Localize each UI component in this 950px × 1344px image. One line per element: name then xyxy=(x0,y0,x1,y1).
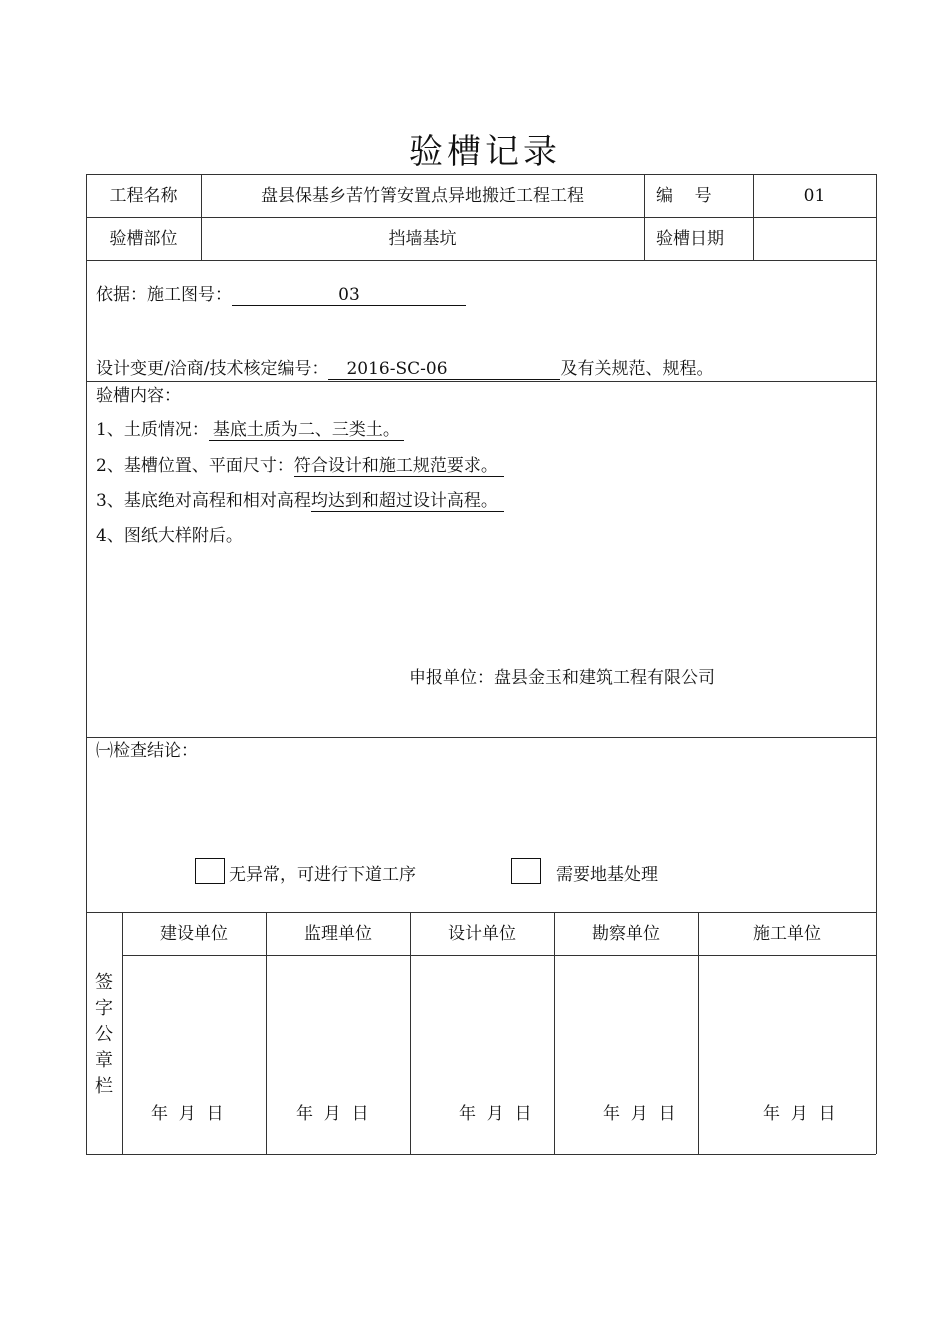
row-divider xyxy=(86,737,876,738)
page-title: 验槽记录 xyxy=(409,132,561,172)
col-divider xyxy=(554,912,555,1154)
inspection-part-value: 挡墙基坑 xyxy=(388,229,457,249)
content-item-1-label: 1、土质情况： xyxy=(96,420,209,440)
option-no-anomaly-label: 无异常，可进行下道工序 xyxy=(229,865,416,885)
sig-col-design: 设计单位 xyxy=(448,924,516,944)
design-change-suffix: 及有关规范、规程。 xyxy=(560,359,714,379)
option-foundation-treatment-label: 需要地基处理 xyxy=(556,865,658,885)
sig-date-contractor: 年 月 日 xyxy=(763,1104,836,1124)
content-heading: 验槽内容： xyxy=(96,386,181,406)
inspection-part-label: 验槽部位 xyxy=(109,229,178,249)
sig-date-construction-owner: 年 月 日 xyxy=(151,1104,224,1124)
design-change-line xyxy=(96,359,713,380)
sig-col-construction-owner: 建设单位 xyxy=(160,924,228,944)
col-divider xyxy=(698,912,699,1154)
table-border-right xyxy=(876,174,877,1154)
row-divider xyxy=(86,381,876,382)
number-value: 01 xyxy=(803,186,826,206)
checkbox-no-anomaly[interactable] xyxy=(195,858,225,884)
table-border-top xyxy=(86,174,876,175)
col-divider xyxy=(410,912,411,1154)
number-label: 编 号 xyxy=(656,186,712,206)
design-change-value: 2016-SC-06 xyxy=(328,359,560,380)
signature-side-label: 签字公章栏 xyxy=(95,972,113,1097)
applicant-unit: 申报单位：盘县金玉和建筑工程有限公司 xyxy=(409,668,715,688)
drawing-number-label: 依据：施工图号： xyxy=(96,285,232,305)
content-item-2-label: 2、基槽位置、平面尺寸： xyxy=(96,456,294,476)
inspection-date-label: 验槽日期 xyxy=(656,229,724,249)
table-border-left xyxy=(86,174,87,1154)
content-item-1 xyxy=(96,420,404,441)
row-divider xyxy=(122,955,876,956)
row-divider xyxy=(86,912,876,913)
sig-col-contractor: 施工单位 xyxy=(753,924,821,944)
sig-date-supervision: 年 月 日 xyxy=(296,1104,369,1124)
col-divider xyxy=(266,912,267,1154)
content-item-3-value: 均达到和超过设计高程。 xyxy=(311,491,504,512)
content-item-2 xyxy=(96,456,504,477)
row-divider xyxy=(86,260,876,261)
design-change-label: 设计变更/洽商/技术核定编号： xyxy=(96,359,329,379)
content-item-1-value: 基底土质为二、三类土。 xyxy=(209,420,404,441)
col-divider xyxy=(644,174,645,260)
drawing-number-value: 03 xyxy=(232,285,466,306)
sig-date-survey: 年 月 日 xyxy=(603,1104,676,1124)
col-divider xyxy=(122,912,123,1154)
content-item-2-value: 符合设计和施工规范要求。 xyxy=(294,456,504,477)
sig-date-design: 年 月 日 xyxy=(459,1104,532,1124)
sig-col-supervision: 监理单位 xyxy=(304,924,372,944)
content-item-4: 4、图纸大样附后。 xyxy=(96,526,243,546)
content-item-3-label: 3、基底绝对高程和相对高程 xyxy=(96,491,311,511)
table-border-bottom xyxy=(86,1154,876,1155)
drawing-number-line xyxy=(96,285,466,306)
sig-col-survey: 勘察单位 xyxy=(592,924,660,944)
project-name-value: 盘县保基乡苦竹箐安置点异地搬迁工程工程 xyxy=(261,186,584,206)
checkbox-foundation-treatment[interactable] xyxy=(511,858,541,884)
row-divider xyxy=(86,217,876,218)
content-item-3 xyxy=(96,491,504,512)
project-name-label: 工程名称 xyxy=(109,186,178,206)
conclusion-heading: ㈠检查结论： xyxy=(96,741,198,761)
